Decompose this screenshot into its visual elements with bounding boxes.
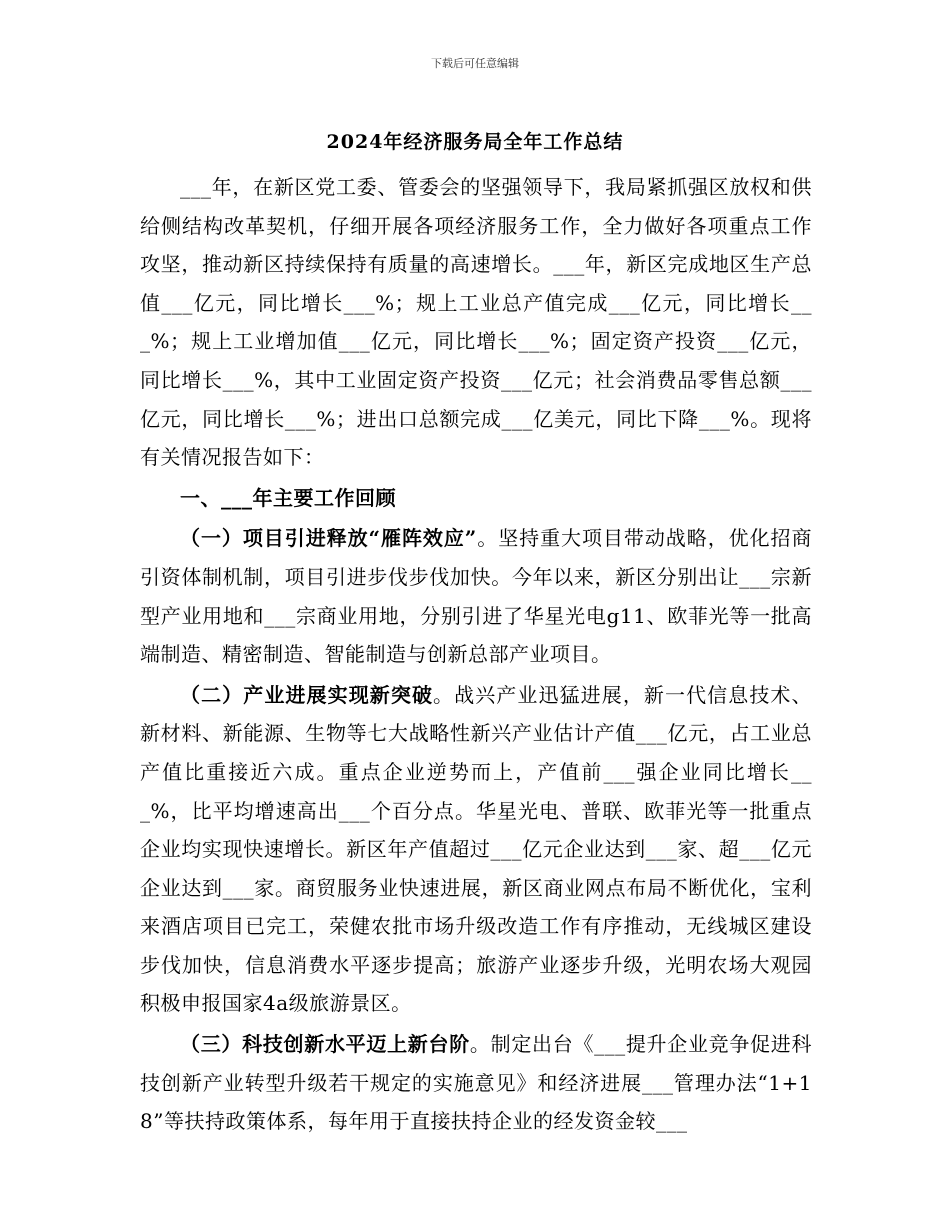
document-body xyxy=(140,168,812,1141)
subsection-heading-2: （二）产业进展实现新突破 xyxy=(180,682,434,707)
subsection-text-3: 。制定出台《___提升企业竞争促进科技创新产业转型升级若干规定的实施意见》和经济进展___管理办法“1+18”等扶持政策体系，每年用于直接扶持企业的经发资金较___ xyxy=(140,1032,813,1134)
subsection-heading-1: （一）项目引进释放“雁阵效应” xyxy=(180,526,477,551)
section-heading xyxy=(140,479,812,518)
section-heading-text: 一、___年主要工作回顾 xyxy=(180,485,396,510)
intro-paragraph: ___年，在新区党工委、管委会的坚强领导下，我局紧抓强区放权和供给侧结构改革契机，仔细开展各项经济服务工作，全力做好各项重点工作攻坚，推动新区持续保持有质量的高速增长。___年，新区完成地区生产总值___亿元，同比增长___%；规上工业总产值完成___亿元，同比增长___%；规上工业增加值___亿元，同比增长___%；固定资产投资___亿元，同比增长___%，其中工业固定资产投资___亿元；社会消费品零售总额___亿元，同比增长___%；进出口总额完成___亿美元，同比下降___%。现将有关情况报告如下： xyxy=(140,175,812,470)
page-header: 下载后可任意编辑 xyxy=(431,57,519,70)
document-title: 2024年经济服务局全年工作总结 xyxy=(326,131,624,153)
subsection-heading-3: （三）科技创新水平迈上新台阶 xyxy=(180,1032,470,1057)
subsection-paragraph-2 xyxy=(140,676,812,1023)
subsection-text-1: 。坚持重大项目带动战略，优化招商引资体制机制，项目引进步伐步伐加快。今年以来，新区分别出让___宗新型产业用地和___宗商业用地，分别引进了华星光电g11、欧菲光等一批高端制造、精密制造、智能制造与创新总部产业项目。 xyxy=(140,526,813,667)
subsection-text-2: 。战兴产业迅猛进展，新一代信息技术、新材料、新能源、生物等七大战略性新兴产业估计产值___亿元，占工业总产值比重接近六成。重点企业逆势而上，产值前___强企业同比增长___%，比平均增速高出___个百分点。华星光电、普联、欧菲光等一批重点企业均实现快速增长。新区年产值超过___亿元企业达到___家、超___亿元企业达到___家。商贸服务业快速进展，新区商业网点布局不断优化，宝利来酒店项目已完工，荣健农批市场升级改造工作有序推动，无线城区建设步伐加快，信息消费水平逐步提高；旅游产业逐步升级，光明农场大观园积极申报国家4a级旅游景区。 xyxy=(140,682,813,1016)
subsection-paragraph-1 xyxy=(140,519,812,673)
subsection-paragraph-3 xyxy=(140,1025,812,1141)
